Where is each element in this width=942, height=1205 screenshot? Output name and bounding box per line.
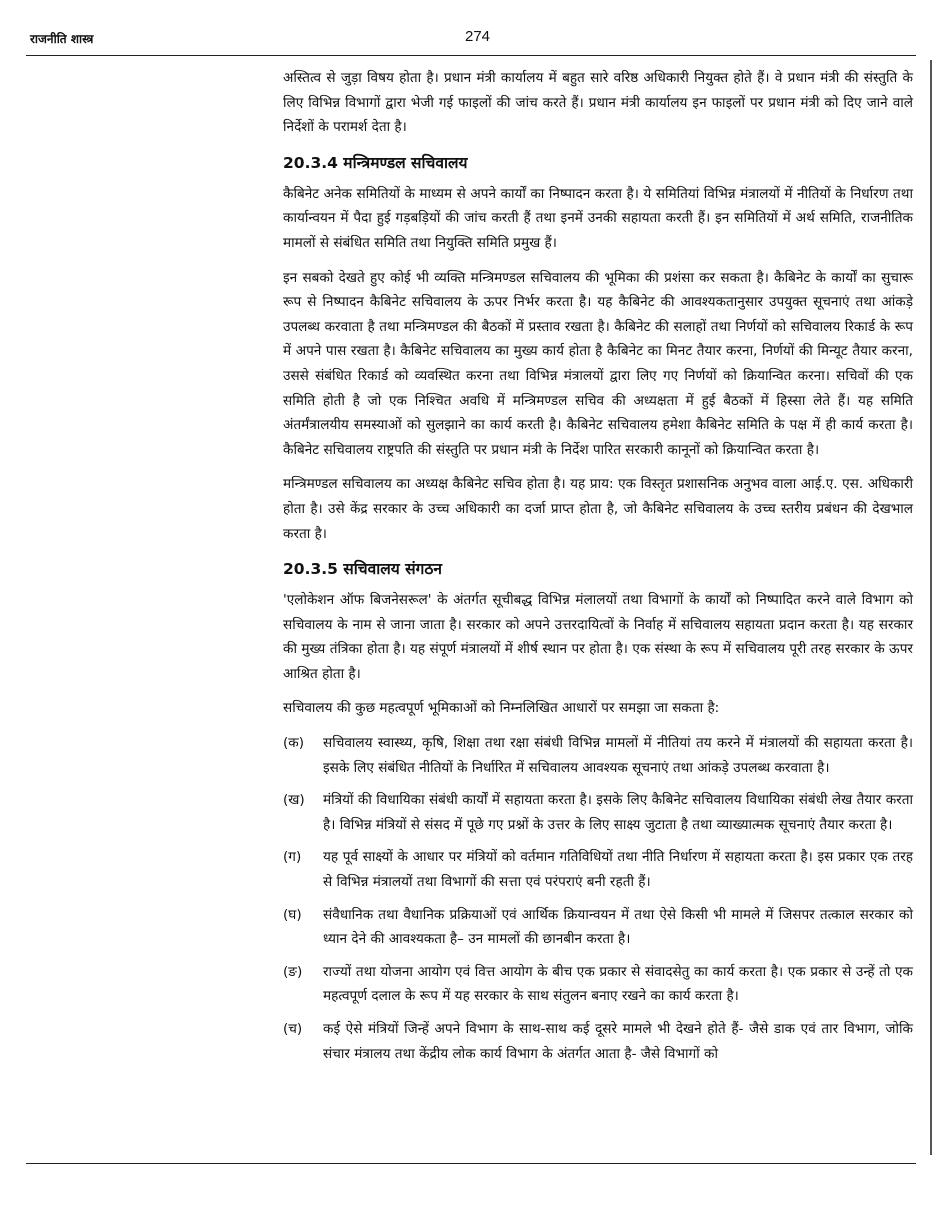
list-item bbox=[283, 788, 913, 837]
list-item bbox=[283, 731, 913, 780]
margin-bar bbox=[930, 60, 932, 1155]
list-item-text: मंत्रियों की विधायिका संबंधी कार्यों में सहायता करता है। इसके लिए कैबिनेट सचिवालय विधायिका संबंधी लेख तैयार करता है। विभिन्न मंत्रियों से संसद में पूछे गए प्रश्नों के उत्तर के लिए साक्ष्य जुटाता है तथा व्याख्यात्मक सूचनाएं तैयार करता है। bbox=[323, 792, 913, 833]
intro-paragraph: अस्तित्व से जुड़ा विषय होता है। प्रधान मंत्री कार्यालय में बहुत सारे वरिष्ठ अधिकारी नियुक्त होते हैं। वे प्रधान मंत्री की संस्तुति के लिए विभिन्न विभागों द्वारा भेजी गई फाइलों की जांच करते हैं। प्रधान मंत्री कार्यालय इन फाइलों पर प्रधान मंत्री को दिए जाने वाले निर्देशों के परामर्श देता है। bbox=[283, 70, 913, 136]
list-item-text: संवैधानिक तथा वैधानिक प्रक्रियाओं एवं आर्थिक क्रियान्वयन में तथा ऐसे किसी भी मामले में जिसपर तत्काल सरकार को ध्यान देने की आवश्यकता है– उन मामलों की छानबीन करता है। bbox=[323, 906, 913, 948]
page-number: 274 bbox=[465, 28, 491, 45]
page-content bbox=[283, 66, 913, 1074]
list-item-text: सचिवालय स्वास्थ्य, कृषि, शिक्षा तथा रक्षा संबंधी विभिन्न मामलों में नीतियां तय करने में मंत्रालयों की सहायता करता है। इसके लिए संबंधित नीतियों के निर्धारित में सचिवालय आवश्यक सूचनाएं तथा आंकड़े उपलब्ध करवाता है। bbox=[323, 735, 913, 776]
running-head: राजनीति शास्त्र bbox=[30, 32, 94, 46]
roles-list bbox=[283, 731, 913, 1066]
list-item-text: कई ऐसे मंत्रियों जिन्हें अपने विभाग के साथ-साथ कई दूसरे मामले भी देखने होते हैं- जैसे डाक एवं तार विभाग, जोकि संचार मंत्रालय तथा केंद्रीय लोक कार्य विभाग के अंतर्गत आता है- जैसे विभागों को bbox=[323, 1021, 913, 1062]
list-item bbox=[283, 845, 913, 894]
list-item-text: राज्यों तथा योजना आयोग एवं वित्त आयोग के बीच एक प्रकार से संवादसेतु का कार्य करता है। एक प्रकार से उन्हें तो एक महत्वपूर्ण दलाल के रूप में यह सरकार के साथ संतुलन बनाए रखने का कार्य करता है। bbox=[323, 963, 913, 1005]
list-marker: (घ) bbox=[283, 906, 302, 923]
section-heading-secretariat-organization: 20.3.5 सचिवालय संगठन bbox=[283, 560, 442, 579]
list-marker: (ख) bbox=[283, 792, 305, 809]
list-item bbox=[283, 960, 913, 1009]
paragraph: सचिवालय की कुछ महत्वपूर्ण भूमिकाओं को निम्नलिखित आधारों पर समझा जा सकता है: bbox=[283, 700, 720, 717]
list-marker: (ङ) bbox=[283, 963, 303, 980]
bottom-rule bbox=[26, 1163, 916, 1164]
list-item bbox=[283, 903, 913, 952]
paragraph: मन्त्रिमण्डल सचिवालय का अध्यक्ष कैबिनेट सचिव होता है। यह प्राय: एक विस्तृत प्रशासनिक अनुभव वाला आई.ए. एस. अधिकारी होता है। उसे केंद्र सरकार के उच्च अधिकारी का दर्जा प्राप्त होता है, जो कैबिनेट सचिवालय के उच्च स्तरीय प्रबंधन की देखभाल करता है। bbox=[283, 476, 913, 542]
section-heading-cabinet-secretariat: 20.3.4 मन्त्रिमण्डल सचिवालय bbox=[283, 153, 468, 172]
list-item-text: यह पूर्व साक्ष्यों के आधार पर मंत्रियों को वर्तमान गतिविधियों तथा नीति निर्धारण में सहायता करता है। इस प्रकार एक तरह से विभिन्न मंत्रालयों तथा विभागों की सत्ता एवं परंपराएं बनी रहती हैं। bbox=[323, 849, 913, 891]
paragraph: इन सबको देखते हुए कोई भी व्यक्ति मन्त्रिमण्डल सचिवालय की भूमिका की प्रशंसा कर सकता है। कैबिनेट के कार्यों का सुचारू रूप से निष्पादन कैबिनेट सचिवालय के ऊपर निर्भर करता है। यह कैबिनेट की आवश्यकतानुसार उपयुक्त सूचनाएं तथा आंकड़े उपलब्ध करवाता है तथा मन्त्रिमण्डल की बैठकों में प्रस्ताव रखता है। कैबिनेट की सलाहों तथा निर्णयों को सचिवालय रिकार्ड के रूप में अपने पास रखता है। कैबिनेट सचिवालय का मुख्य कार्य होता है कैबिनेट का मिनट तैयार करना, निर्णयों की मिन्यूट तैयार करना, उससे संबंधित रिकार्ड को व्यवस्थित करना तथा विभिन्न मंत्रालयों द्वारा लिए गए निर्णयों को क्रियान्वित करना। सचिवों की एक समिति होती है जो एक निश्चित अवधि में मन्त्रिमण्डल सचिव की अध्यक्षता में हुई बैठकों में हिस्सा लेते हैं। यह समिति अंतर्मंत्रालयीय समस्याओं को सुलझाने का कार्य करती है। कैबिनेट सचिवालय हमेशा कैबिनेट समिति के पक्ष में ही कार्य करता है। कैबिनेट सचिवालय राष्ट्रपति की संस्तुति पर प्रधान मंत्री के निर्देश पारित सरकारी कानूनों को क्रियान्वित करता है। bbox=[283, 269, 913, 458]
list-marker: (च) bbox=[283, 1021, 303, 1037]
top-rule bbox=[26, 55, 916, 56]
list-item bbox=[283, 1017, 913, 1066]
list-marker: (ग) bbox=[283, 849, 302, 866]
paragraph: कैबिनेट अनेक समितियों के माध्यम से अपने कार्यों का निष्पादन करता है। ये समितियां विभिन्न मंत्रालयों में नीतियों के निर्धारण तथा कार्यान्वयन में पैदा हुई गड़बड़ियों की जांच करती हैं तथा इनमें उनकी सहायता करती हैं। इन समितियों में अर्थ समिति, राजनीतिक मामलों से संबंधित समिति तथा नियुक्ति समिति प्रमुख हैं। bbox=[283, 185, 913, 251]
list-marker: (क) bbox=[283, 735, 305, 752]
paragraph: 'एलोकेशन ऑफ बिजनेसरूल' के अंतर्गत सूचीबद्ध विभिन्न मंलालयों तथा विभागों के कार्यों को निष्पादित करने वाले विभाग को सचिवालय के नाम से जाना जाता है। सरकार को अपने उत्तरदायित्वों के निर्वाह में सचिवालय सहायता प्रदान करता है। यह सरकार की मुख्य तंत्रिका होता है। यह संपूर्ण मंत्रालयों में शीर्ष स्थान पर होता है। एक संस्था के रूप में सचिवालय पूरी तरह सरकार के ऊपर आश्रित होता है। bbox=[283, 592, 913, 682]
